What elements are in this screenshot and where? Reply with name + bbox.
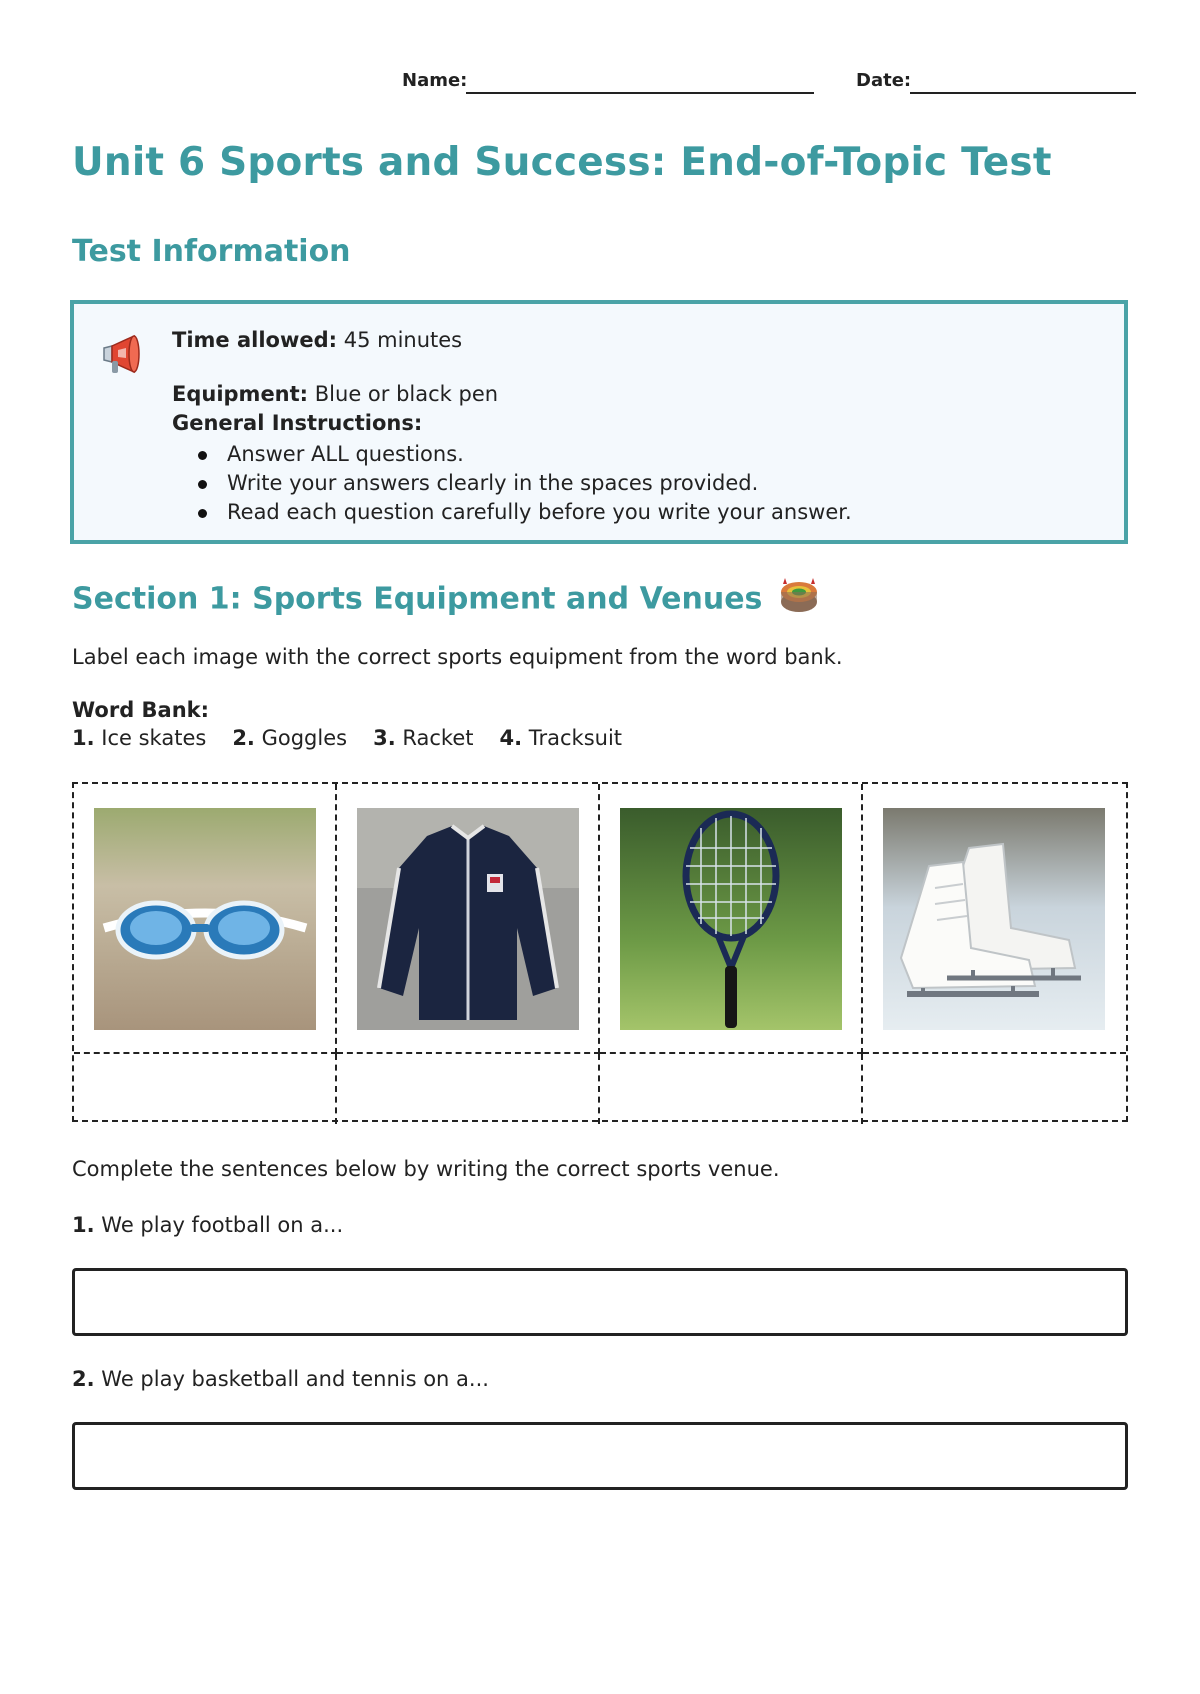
time-allowed — [172, 328, 462, 352]
label-answer-cell[interactable] — [863, 1054, 1126, 1124]
word-bank-item — [72, 726, 206, 750]
answer-box-2[interactable] — [72, 1422, 1128, 1490]
test-info-box — [70, 300, 1128, 544]
instructions-list — [192, 440, 852, 527]
word-bank-item — [232, 726, 347, 750]
list-item: Read each question carefully before you write your answer. — [192, 498, 852, 527]
section1-heading-text: Section 1: Sports Equipment and Venues — [72, 581, 763, 617]
question-text: We play basketball and tennis on a... — [101, 1367, 489, 1391]
word-text: Racket — [402, 726, 474, 750]
question-1 — [72, 1213, 343, 1237]
image-cell — [337, 784, 600, 1054]
test-info-heading: Test Information — [72, 234, 351, 269]
date-label: Date: — [856, 70, 912, 91]
word-bank-heading: Word Bank: — [72, 698, 210, 722]
list-item: Write your answers clearly in the spaces provided. — [192, 469, 852, 498]
equipment-value: Blue or black pen — [314, 382, 499, 406]
image-cell — [600, 784, 863, 1054]
word-bank-item — [373, 726, 473, 750]
word-number: 2. — [232, 726, 255, 750]
label-answer-cell[interactable] — [600, 1054, 863, 1124]
stadium-icon — [779, 578, 819, 622]
equipment-label: Equipment: — [172, 382, 309, 406]
answer-box-1[interactable] — [72, 1268, 1128, 1336]
label-answer-cell[interactable] — [337, 1054, 600, 1124]
time-value: 45 minutes — [343, 328, 463, 352]
label-instruction: Label each image with the correct sports equipment from the word bank. — [72, 645, 843, 669]
word-number: 4. — [499, 726, 523, 750]
tennis-racket-photo — [620, 808, 842, 1030]
section1-heading — [72, 578, 819, 622]
image-cell — [74, 784, 337, 1054]
name-field[interactable] — [466, 92, 814, 94]
goggles-photo — [94, 808, 316, 1030]
list-item: Answer ALL questions. — [192, 440, 852, 469]
word-number: 1. — [72, 726, 95, 750]
word-text: Tracksuit — [528, 726, 623, 750]
ice-skates-photo — [883, 808, 1105, 1030]
image-label-grid — [72, 782, 1128, 1122]
megaphone-icon — [98, 330, 148, 380]
word-text: Goggles — [261, 726, 348, 750]
question-text: We play football on a... — [101, 1213, 344, 1237]
name-label: Name: — [402, 70, 468, 91]
question-number: 2. — [72, 1367, 95, 1391]
word-bank — [72, 726, 622, 750]
name-date-header — [0, 70, 1200, 100]
date-field[interactable] — [910, 92, 1136, 94]
image-cell — [863, 784, 1126, 1054]
equipment — [172, 382, 498, 406]
label-answer-cell[interactable] — [74, 1054, 337, 1124]
time-label: Time allowed: — [172, 328, 338, 352]
instructions-heading — [172, 411, 422, 435]
word-bank-label — [72, 698, 209, 722]
question-number: 1. — [72, 1213, 95, 1237]
word-number: 3. — [373, 726, 396, 750]
word-bank-item — [499, 726, 622, 750]
instructions-label: General Instructions: — [172, 411, 423, 435]
tracksuit-photo — [357, 808, 579, 1030]
venue-instruction: Complete the sentences below by writing the correct sports venue. — [72, 1157, 780, 1181]
word-text: Ice skates — [101, 726, 207, 750]
question-2 — [72, 1367, 489, 1391]
page-title: Unit 6 Sports and Success: End-of-Topic Test — [72, 140, 1052, 185]
